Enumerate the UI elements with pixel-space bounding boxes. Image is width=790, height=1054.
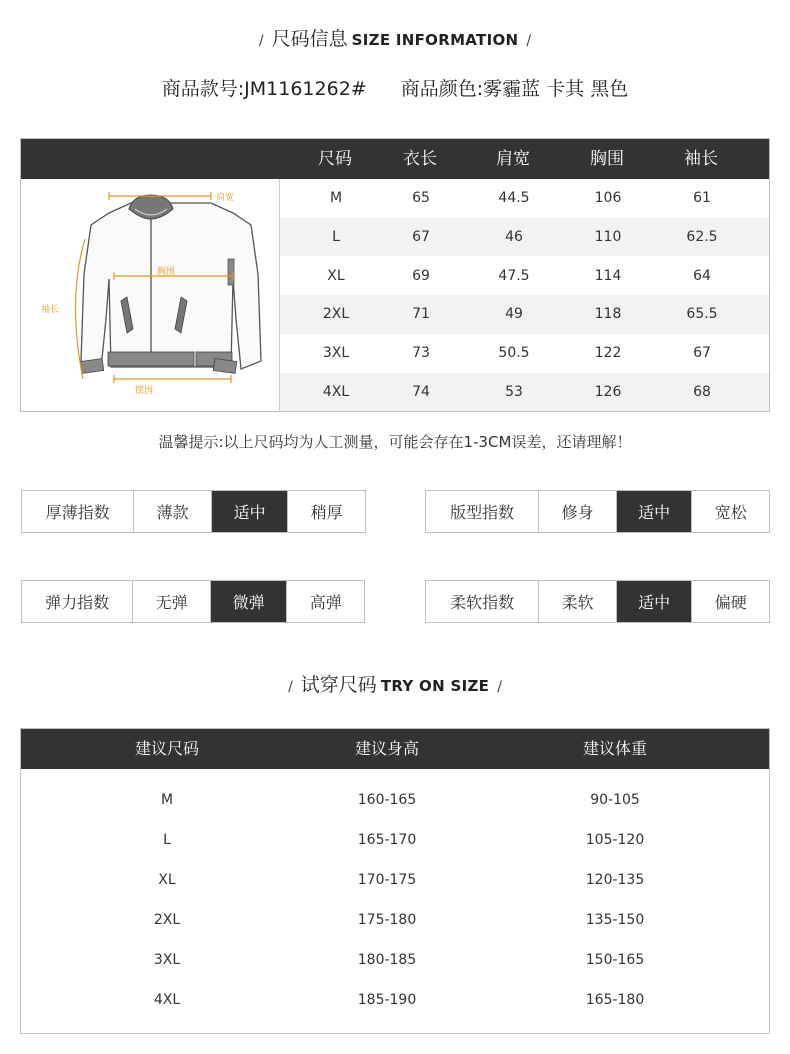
product-info-line — [0, 74, 790, 101]
size-table — [20, 138, 770, 412]
softness-option-hard: 偏硬 — [714, 593, 747, 612]
product-colors: 商品颜色:雾霾蓝 卡其 黑色 — [400, 78, 629, 100]
size-row — [280, 218, 769, 257]
fit-index-label: 版型指数 — [426, 491, 539, 532]
try-size-cell: 4XL — [153, 992, 181, 1008]
size-cell: 2XL — [322, 306, 350, 323]
length-cell: 74 — [412, 383, 430, 400]
softness-option-medium: 适中 — [617, 581, 693, 622]
thickness-index — [21, 490, 366, 533]
thickness-option-medium: 适中 — [212, 491, 289, 532]
try-on-table-header — [21, 729, 769, 769]
title-slash-right: / — [526, 33, 532, 49]
fit-index — [425, 490, 770, 533]
size-header-chest: 胸围 — [590, 149, 624, 169]
try-row — [21, 940, 769, 980]
label-hem: 摆围 — [135, 386, 154, 396]
try-weight-cell: 135-150 — [585, 912, 645, 928]
title-slash-right: / — [497, 679, 502, 695]
size-cell: 4XL — [322, 383, 350, 400]
size-header-size: 尺码 — [318, 149, 352, 169]
try-header-size: 建议尺码 — [134, 739, 199, 758]
try-weight-cell: 165-180 — [585, 992, 645, 1008]
label-sleeve: 袖长 — [41, 305, 60, 315]
fit-option-medium: 适中 — [617, 491, 693, 532]
size-table-body — [21, 179, 769, 411]
sleeve-cell: 65.5 — [686, 306, 718, 323]
try-on-title-en: TRY ON SIZE — [380, 677, 490, 695]
shoulder-cell: 46 — [505, 229, 523, 246]
try-weight-cell: 90-105 — [590, 792, 640, 808]
size-row — [280, 295, 769, 334]
try-height-cell: 185-190 — [357, 992, 417, 1008]
size-row — [280, 179, 769, 218]
softness-option-soft: 柔软 — [539, 581, 617, 622]
fit-option-slim: 修身 — [539, 491, 617, 532]
length-cell: 71 — [412, 306, 430, 323]
chest-cell: 126 — [594, 383, 622, 400]
try-size-cell: 2XL — [153, 912, 181, 928]
size-header-shoulder: 肩宽 — [496, 149, 530, 169]
sleeve-cell: 68 — [693, 383, 711, 400]
jacket-diagram — [21, 179, 280, 411]
size-cell: L — [332, 229, 340, 246]
elasticity-index-label: 弹力指数 — [22, 581, 133, 622]
shoulder-cell: 47.5 — [498, 267, 530, 284]
jacket-illustration — [21, 179, 279, 411]
size-row — [280, 256, 769, 295]
try-header-weight: 建议体重 — [582, 739, 647, 758]
sleeve-cell: 61 — [693, 190, 711, 207]
measurement-tip: 温馨提示:以上尺码均为人工测量，可能会存在1-3CM误差，还请理解！ — [158, 433, 632, 451]
try-height-cell: 170-175 — [357, 872, 417, 888]
fit-option-loose: 宽松 — [714, 503, 747, 522]
sleeve-cell: 64 — [693, 267, 711, 284]
shoulder-cell: 49 — [505, 306, 523, 323]
try-size-cell: XL — [158, 872, 176, 888]
length-cell: 65 — [412, 190, 430, 207]
size-header-sleeve: 袖长 — [684, 149, 718, 169]
try-header-height: 建议身高 — [354, 739, 419, 758]
product-number: 商品款号:JM1161262# — [161, 78, 367, 100]
try-height-cell: 160-165 — [357, 792, 417, 808]
try-row — [21, 780, 769, 820]
chest-cell: 106 — [594, 190, 622, 207]
label-shoulder: 肩宽 — [216, 193, 235, 203]
size-info-title-en: SIZE INFORMATION — [351, 31, 519, 49]
try-weight-cell: 105-120 — [585, 832, 645, 848]
sleeve-cell: 67 — [693, 345, 711, 362]
chest-cell: 122 — [594, 345, 622, 362]
shoulder-cell: 44.5 — [498, 190, 530, 207]
try-on-title — [0, 670, 790, 697]
softness-index — [425, 580, 770, 623]
shoulder-cell: 53 — [505, 383, 523, 400]
chest-cell: 118 — [594, 306, 622, 323]
sleeve-cell: 62.5 — [686, 229, 718, 246]
elasticity-option-high: 高弹 — [309, 593, 342, 612]
chest-cell: 110 — [594, 229, 622, 246]
size-header-length: 衣长 — [403, 149, 437, 169]
try-on-table — [20, 728, 770, 1034]
size-info-title-cn: 尺码信息 — [271, 28, 348, 50]
size-cell: 3XL — [322, 345, 350, 362]
try-row — [21, 900, 769, 940]
try-weight-cell: 120-135 — [585, 872, 645, 888]
try-row — [21, 820, 769, 860]
shoulder-cell: 50.5 — [498, 345, 530, 362]
size-row — [280, 334, 769, 373]
size-row — [280, 373, 769, 412]
try-row — [21, 860, 769, 900]
thickness-option-thick: 稍厚 — [310, 503, 343, 522]
length-cell: 73 — [412, 345, 430, 362]
length-cell: 67 — [412, 229, 430, 246]
try-height-cell: 175-180 — [357, 912, 417, 928]
elasticity-index — [21, 580, 365, 623]
try-size-cell: 3XL — [153, 952, 181, 968]
label-chest: 胸围 — [157, 267, 176, 277]
try-on-title-cn: 试穿尺码 — [300, 674, 377, 696]
size-table-header — [21, 139, 769, 179]
size-cell: XL — [327, 267, 345, 284]
try-size-cell: M — [160, 792, 174, 808]
chest-cell: 114 — [594, 267, 622, 284]
try-size-cell: L — [163, 832, 171, 848]
try-height-cell: 180-185 — [357, 952, 417, 968]
title-slash-left: / — [258, 33, 264, 49]
softness-index-label: 柔软指数 — [426, 581, 539, 622]
try-row — [21, 980, 769, 1020]
thickness-option-thin: 薄款 — [134, 491, 212, 532]
size-info-title — [0, 24, 790, 51]
elasticity-option-none: 无弹 — [133, 581, 211, 622]
elasticity-option-slight: 微弹 — [211, 581, 288, 622]
thickness-index-label: 厚薄指数 — [22, 491, 134, 532]
size-cell: M — [329, 190, 343, 207]
title-slash-left: / — [288, 679, 293, 695]
try-height-cell: 165-170 — [357, 832, 417, 848]
try-weight-cell: 150-165 — [585, 952, 645, 968]
length-cell: 69 — [412, 267, 430, 284]
